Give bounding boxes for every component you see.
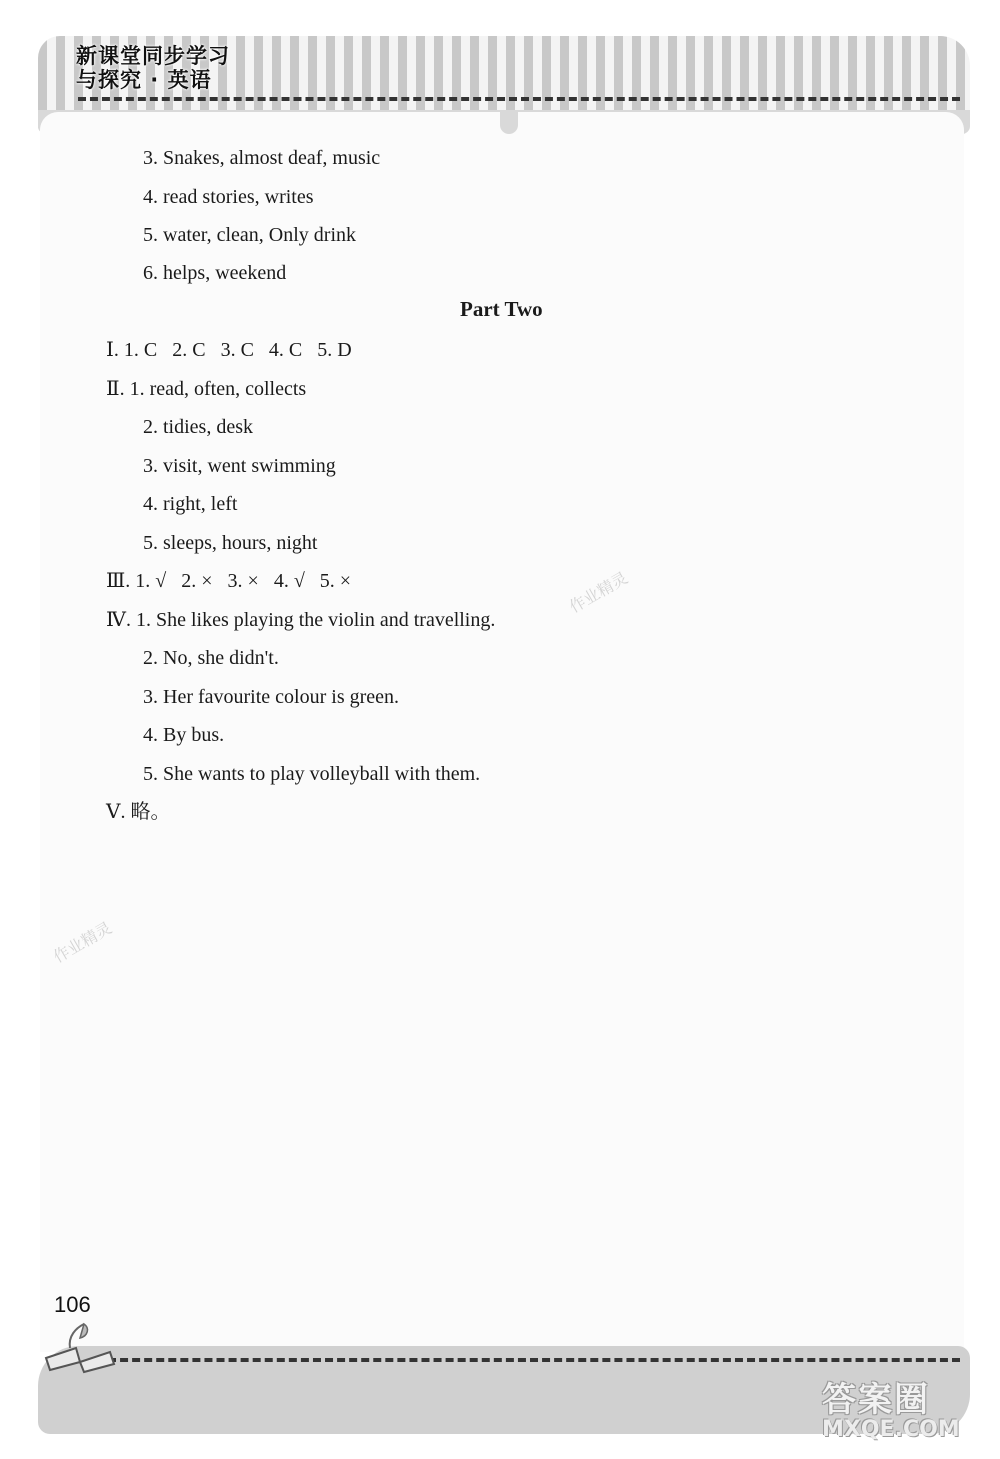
answer-line: 2. No, she didn't. — [143, 647, 279, 669]
answer-line: 4. By bus. — [143, 724, 225, 746]
answer-section-3: Ⅲ. 1. √ 2. × 3. × 4. √ 5. × — [106, 570, 352, 592]
section-title-part-two: Part Two — [460, 297, 543, 321]
watermark: 作业精灵 — [50, 918, 115, 967]
footer-dashed-line — [108, 1358, 960, 1362]
answer-line: 3. Her favourite colour is green. — [143, 686, 400, 708]
site-logo — [822, 1372, 986, 1452]
open-book-icon — [40, 1318, 120, 1374]
answer-line: 2. tidies, desk — [143, 416, 253, 438]
answer-line: 3. visit, went swimming — [143, 455, 336, 477]
book-title-line2: 与探究 · 英语 — [76, 68, 212, 92]
answer-line: 3. Snakes, almost deaf, music — [143, 147, 381, 169]
answer-section-4: Ⅳ. 1. She likes playing the violin and travelling. — [106, 609, 496, 631]
answer-section-1: Ⅰ. 1. C 2. C 3. C 4. C 5. D — [106, 339, 352, 361]
book-title-line1: 新课堂同步学习 — [76, 44, 230, 68]
answer-line: 4. read stories, writes — [143, 186, 314, 208]
answer-section-5: Ⅴ. 略。 — [106, 801, 171, 823]
answer-line: 4. right, left — [143, 493, 238, 515]
answer-line: 6. helps, weekend — [143, 262, 287, 284]
page-number: 106 — [54, 1292, 91, 1317]
answer-line: 5. sleeps, hours, night — [143, 532, 318, 554]
answer-line: 5. water, clean, Only drink — [143, 224, 357, 246]
logo-text-top: 答案圈 — [822, 1380, 930, 1420]
answer-section-2: Ⅱ. 1. read, often, collects — [106, 378, 307, 400]
panel-notch — [500, 112, 518, 134]
header-dashed-line — [78, 97, 960, 101]
book-title — [76, 44, 230, 92]
answer-line: 5. She wants to play volleyball with them. — [143, 763, 481, 785]
watermark: 作业精灵 — [566, 568, 631, 617]
logo-text-bottom: MXQE.COM — [822, 1417, 960, 1442]
